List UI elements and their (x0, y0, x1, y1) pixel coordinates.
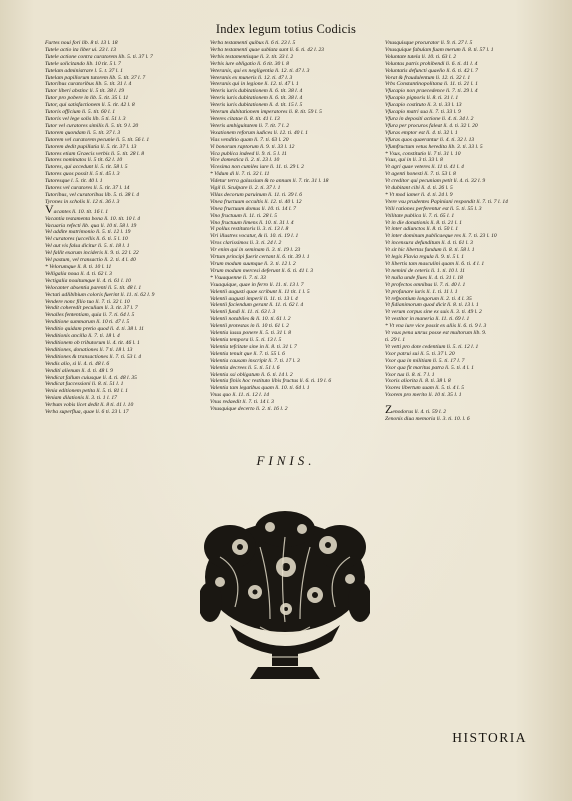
index-entry: Verba testamenti quae sublata sunt li. 6. ti. 42 l. 23 (210, 46, 325, 53)
index-entry: Vias venditio quam li. 7. ti. 63 l. 20 (210, 136, 289, 143)
index-entry: Vt nulla unde fiues li. 4. ti. 31 l. 18 (385, 274, 463, 281)
index-entry: Tutores quos possit li. 5 ti. 45 l. 3 (45, 171, 120, 178)
index-entry: Valentii augusti imperii li. 11. ti. 13 l. 4 (210, 295, 298, 302)
index-entry: Verbis iure obligatio li. 6 tit. 30 l. 8 (210, 60, 289, 67)
index-entry: Vsuaquique, quae in ferro li. 11. ti. 13 l. 7 (210, 281, 304, 288)
index-entry: Vectigalia nouitumque li. 4. ti. 61 l. 10 (45, 277, 131, 284)
index-entry: Valentii protestas in li. 10 ti. 61 l. 2 (210, 323, 289, 330)
index-entry: Vt creditor qui pecuniam petit li. 4. ti. 32 l. 9 (385, 178, 486, 185)
index-entry: Vendit coheredit peculium li. 3. tit. 37 l. 7 (45, 305, 138, 312)
index-entry: Vnus quo li. 11. ti. 12 l. 14 (210, 392, 270, 399)
index-entry: Tutorem vel curatorem pecunie li. 5. tit. 56 l. 1 (45, 136, 150, 143)
index-entry: Vnusquique fabulam fuam merum li. 8. ti. 57 l. 1 (385, 46, 494, 53)
index-entry: Tutores, qui accedunt li. 5. tit. 58 l. 5 (45, 164, 128, 171)
index-entry: Vxores libertum suam li. 5. ti. 4 l. 5 (385, 385, 465, 392)
index-entry: Veteris ambiguitatem li. 7. tit. 7 l. 2 (210, 122, 290, 129)
index-entry: Tyrones in scholis li. 12 ti. 36 l. 3 (45, 198, 120, 205)
index-entry: * Vsus, constitutio li. 7 ti. 31 l. 10 (385, 150, 461, 157)
index-entry: Zenonis diua memoria li. 3. ti. 10. l. 6 (385, 415, 470, 422)
index-entry: Vnusquisque procurator li. 9. ti. 27 l. 5 (385, 40, 473, 46)
index-entry: Tutele solicitando lib. 10 tit. 5 l. 7 (45, 60, 121, 67)
index-entry: Vica publica indeed li. 9. ti. 5 l. 11 (210, 150, 287, 157)
index-entry: Vendicat fallum cuiusque li. 4. ti. 48 l. 35 (45, 374, 137, 381)
index-entry: Tutoris officium li. 5. tit. 60 l. 1 (45, 109, 116, 116)
index-entry: Vt profectos omnibus li. 7. ti. 40 l. 1 (385, 281, 466, 288)
index-entry: Viros clarissimos li. 3. ti. 24 l. 2 (210, 240, 282, 247)
index-column-2 (210, 40, 382, 413)
index-entry: Vendis alio, si li. 4. ti. 48 l. 6 (45, 360, 110, 367)
index-entry: Tutores nominatos li. 5 tit. 62 l. 10 (45, 157, 123, 164)
index-entry: Vxoris aliorita li. 8. ti. 38 l. 8 (385, 378, 451, 385)
index-entry: Venia editionem petita li. 5. ti. 81 l. 1 (45, 388, 128, 395)
index-entry: Valentii faciendum gerant li. 11. ti. 62 l. 4 (210, 302, 304, 309)
index-entry: Tutoris vel lege solis lib. 5 ti. 51 l. 3 (45, 115, 126, 122)
index-entry: Valentia ssi obligatum li. 6. ti. 14 l. 2 (210, 371, 293, 378)
floral-vase-woodcut-icon (200, 507, 370, 687)
index-entry: Vt refpontium longorum li. 2. ti. 4 l. 35 (385, 295, 472, 302)
index-entry: Voluntatis defuncti quaelio li. 6. ti. 42 l. 7 (385, 67, 478, 74)
index-entry: Tutele actione contra curatorem lib. 5. ti. 37 l. 7 (45, 53, 153, 60)
index-entry: Tutor liberi abstinc li. 5 tit. 38 l. 19 (45, 88, 125, 95)
index-entry: Tutores vel curatores li. 5. tit. 37 l. 14 (45, 185, 130, 192)
index-entry: Valentia causam inscripit li. 7. ti. 17 l. 3 (210, 357, 300, 364)
index-entry: Vorat & fraudulentum li. 12. ti. 32 l. 1 (385, 74, 471, 81)
index-entry: Venditi alienum li. 4. ti. 48 l. 9 (45, 367, 113, 374)
index-entry: Vtili rationes perferentur est li. 5. ti. 55 l. 3 (385, 205, 482, 212)
index-entry: Veteranis, qui ex negligentia li. 12. ti. 47 l. 3 (210, 67, 310, 74)
index-entry: Vt inter dominum publicaeque res li. 7. ti. 23 l. 10 (385, 233, 497, 240)
index-entry: Tutorem dedit pupillatia li. 5. tit. 37 l. 13 (45, 143, 137, 150)
index-entry: Vino fructuum li. 11. ti. 28 l. 5 (210, 212, 278, 219)
index-entry: Valentii notabiles & li. 10. ti. 61 l. 2 (210, 316, 291, 323)
index-column-1 (45, 40, 200, 416)
index-entry: Venditiones & transactiones li. 7. ti. 53 l. 4 (45, 353, 142, 360)
index-entry: * Vt vna iure vice possit ex aliis li. 6. ti. 9 l. 3 (385, 323, 487, 330)
index-entry: Velocanter absentia parenti li. 5. tit. 48 l. 1 (45, 284, 142, 291)
index-entry: Voluntate tutela li. 10. ti. 63 l. 2 (385, 53, 457, 60)
finis-text: FINIS. (256, 453, 316, 468)
index-entry: Vt fidianimorum quod dicit li. 8. ti. 13 l. 1 (385, 302, 479, 309)
index-entry: Voluntas patris prohibendi li. 6. ti. 41 l. 4 (385, 60, 478, 67)
index-entry: Vt nemini de ceteris li. 1. ti. 10 l. 11 (385, 267, 465, 274)
index-entry: Valentia tenuit que li. 7. ti. 55 l. 6 (210, 350, 285, 357)
index-entry: Vi bonorum raptorum li. 9. ti. 33 l. 12 (210, 143, 295, 150)
index-entry: Vt inter adiunctos li. 8. ti. 50 l. 1 (385, 226, 459, 233)
index-entry: Vfucapio matri sua li. 7. ti. 33 l. 9 (385, 109, 461, 116)
index-entry: Virtum principi fuerit certant li. 6. tit. 39 l. 1 (210, 254, 310, 261)
index-entry: Vinea fructuum domus li. 10. ti. 14 l. 7 (210, 205, 296, 212)
index-entry: Tutores etiam Graecis verbis li. 5. tit. 28 l. 8 (45, 150, 145, 157)
index-entry: Vexationem reforum iudices li. 12. ti. 40 l. 1 (210, 129, 308, 136)
index-entry: Vxor qua in militiam li. 5. ti. 17 l. 7 (385, 357, 465, 364)
index-entry: Viri illustres vocatur, & li. 10. ti. 19 l. 1 (210, 233, 299, 240)
catchword: HISTORIA (452, 730, 527, 745)
index-entry: Veteris iuris dubitationem li. 4. tit. 15 l. 5 (210, 102, 303, 109)
index-entry: Venalles fententiam, quia li. 7. ti. 64 l. 5 (45, 312, 135, 319)
index-entry: Vfuras quos quaerantur li. 4. ti. 32 l. 13 (385, 136, 475, 143)
index-entry: Tutoribus, vel curatoribus lib. 5. ti. 38 l. 4 (45, 191, 140, 198)
index-entry: * Velorumque li. 8. ti. 10 l. 11 (45, 264, 112, 270)
index-entry: Vfucapio costituto li. 3. ti. 33 l. 13 (385, 102, 462, 109)
index-entry: Vfumfructum vetus heredita lib. 3. ti. 33 l. 5 (385, 143, 483, 150)
index-entry: Valentii augusti quae scribunt li. 11 tit. 1 l. 5 (210, 288, 310, 295)
index-entry: Vnusquique decerto li. 2. ti. 16 l. 2 (210, 406, 288, 413)
index-entry: Veteris iuris dubitationem li. 6. tit. 38 l. 4 (210, 88, 303, 95)
index-entry: Furtes noui fori lib. 8 ti. 13 l. 18 (45, 40, 118, 46)
index-entry: Vectati adlibibium coloris fuerint li. 11. ti. 62 l. 9 (45, 291, 155, 298)
index-column-3 (385, 40, 550, 423)
index-entry: Vi pollus restitutoris li. 3. ti. 13 l. 8 (210, 226, 289, 233)
index-entry: Tutelam administrare l. 5. t. 37 l. 1 (45, 67, 123, 74)
index-entry: Valentii fundi li. 11. ti. 63 l. 3 (210, 309, 276, 316)
index-entry: Vt in die donationis li. 8. ti. 21 l. 1 (385, 219, 462, 226)
index-entry: Vinea fructuum occultis li. 12. ti. 40 l. 12 (210, 198, 302, 205)
index-entry: ti. 29 l. 1 (385, 336, 406, 343)
index-entry: Zenodorus li. 4. ti. 59 l. 2 (385, 402, 447, 417)
index-entry: Veteranis ex muneris li. 12. ti. 47 l. 3 (210, 74, 293, 81)
index-entry: Tutelam papillorum tutorem lib. 5. tit. 37 l. 7 (45, 74, 146, 81)
index-entry: Vir enim qui in seminam li. 3. ti. 19 l. 23 (210, 247, 301, 254)
index-entry: Venditionis ancilla li. 7. ti. 18 l. 4 (45, 333, 120, 340)
index-entry: Veteris iuris dubitationem li. 6. tit. 38 l. 4 (210, 95, 303, 102)
running-header: Index legum totius Codicis (215, 22, 357, 36)
index-entry: Veteranis qui in legione li. 12. ti. 47 l. 1 (210, 81, 299, 88)
index-entry: Vel pastum, vel transactio li. 2. ti. 4 l. 40 (45, 257, 136, 264)
index-entry: Verbum vobis licet dedit li. 8 ti. 41 l. 10 (45, 402, 134, 409)
index-entry: Vfucapio non praecedence li. 7. ti. 29 l. 4 (385, 88, 478, 95)
index-entry: Veteres citatae li. 8. tit. 41 l. 13 (210, 115, 280, 122)
index-entry: Vfura in depositi actione li. 4. ti. 34 l. 2 (385, 115, 474, 122)
index-entry: Vt vetti pro dote cedentium li. 5. ti. 12 l. 1 (385, 343, 479, 350)
index-entry: Vigil li. Sculpare li. 2. ti. 37 l. 1 (210, 185, 281, 192)
index-entry: Venditionem ob tributorum li. 4. tit. 46 l. 1 (45, 339, 140, 346)
index-entry: Vsus, qui in li. 3 ti. 33 l. 8 (385, 157, 443, 164)
index-entry: Vacuaria refecti lib. qua li. 10 ti. 58 l. 19 (45, 222, 137, 229)
index-entry: Veterum dubitationem imperatores li. 8. tit. 59 l. 5 (210, 109, 322, 116)
index-entry: Vtere vsu prudentes Papiniani respondit li. 7. ti. 7 l. 14 (385, 198, 508, 205)
index-entry: Vfuras emptor est li. 4. ti. 32 l. 1 (385, 129, 458, 136)
index-entry: Veniam dilationis li. 3. ti. 1 l. 17 (45, 395, 117, 402)
index-entry: Tutor vel curatores similis li. 5. tit. 9 l. 20 (45, 122, 139, 129)
index-entry: Tutorem quondam li. 5. tit. 37 l. 3 (45, 129, 121, 136)
index-entry: * Vsuaquenne li. 7. ti. 33 (210, 274, 266, 281)
index-entry: Vt dubitant cibi li. 4. ti. 26 l. 5 (385, 185, 453, 192)
index-entry: Valentia tefcitate sine in li. 8. ti. 31 l. 7 (210, 343, 297, 350)
index-entry (385, 399, 550, 406)
index-entry: Venditiones, donationes li. 7 ti. 18 l. 13 (45, 346, 133, 353)
index-entry: Valentia finiis hoc restituto libis fructus li. 6. ti. 19 l. 6 (210, 378, 332, 385)
index-entry: Vt agri quae veteres li. 11 ti. 41 l. 4 (385, 164, 464, 171)
index-entry: Valentia tempora li. 5. ti. 13 l. 5 (210, 336, 282, 343)
index-entry: Tutoribus curatoribus lib. 5. tit. 31 l. 4 (45, 81, 132, 88)
index-entry: Vt agenti honesti li. 7. ti. 53 l. 8 (385, 171, 456, 178)
index-entry: Vendicat fuccessioni li. 8. ti. 51 l. 1 (45, 381, 124, 388)
index-entry: Vt vestitor in maneria li. 11. ti. 69 l. 1 (385, 316, 470, 323)
index-entry: Vt legis Flavia regula li. 9. ti. 5 l. 1 (385, 254, 464, 261)
index-entry: Vel addite matrimonio li. 5. ti. 12 l. 19 (45, 229, 131, 236)
index-entry: Vt profanare iuris li. 1. ti. 11 l. 1 (385, 288, 458, 295)
index-entry: Venditio quidam pretio quod li. 4. ti. 38 l. 11 (45, 326, 144, 333)
index-entry: Virum modum mercesi deferunt li. 6. ti. 41 l. 3 (210, 267, 314, 274)
index-entry: Vxor qua fit maritus patra li. 5. ti. 4 l. 1 (385, 364, 474, 371)
index-entry: Vt incensura defunditum li. 4. ti. 61 l. 3 (385, 240, 473, 247)
index-entry: Vt sit hic libertas fundum li. 8. ti. 58 l. 1 (385, 247, 475, 254)
index-entry: Verbis testamentisque li. 3. tit. 33 l. 2 (210, 53, 294, 60)
index-entry: Vt vsus pena unrus posse est multorum lib. 9. (385, 330, 487, 337)
index-entry: Valentia iussu ponere li. 5. ti. 31 l. 8 (210, 330, 291, 337)
index-entry: Vtilitate publica li. 7. ti. 65 l. 1 (385, 212, 455, 219)
index-entry: Valentia decrees li. 5. ti. 51 l. 6 (210, 364, 280, 371)
index-entry: Vnus redaedit li. 7. ti. 14 l. 3 (210, 399, 274, 406)
index-entry: Velligalia noua li. 4. ti. 62 l. 3 (45, 270, 112, 277)
index-entry: Verba testamenti quibus li. 6 ti. 23 l. 5 (210, 40, 296, 46)
index-entry: Virum modum suumque li. 3. ti. 12 l. 2 (210, 261, 296, 267)
index-entry: Vxor tua li. 8. ti. 7 l. 1 (385, 371, 435, 378)
index-entry: Vel fallit exarum incideris li. 9. ti. 22 l. 22 (45, 250, 139, 257)
index-entry: Vt libertis tam masculini quam li. 6. ti. 4 l. 1 (385, 261, 485, 267)
index-entry: Tutoresque l. 5. tit. 40 l. 1 (45, 178, 103, 185)
index-entry: Tutor, qui satisfactionem li. 5. tit. 42 l. 8 (45, 102, 135, 109)
index-entry: Vacantes li. 10. tit. 16 l. 1 (45, 201, 109, 216)
index-entry: Valentia tam legatibus quam li. 10. ti. 64 l. 1 (210, 385, 310, 392)
index-entry: * Vt mod iamer li. 4. ti. 24 l. 9 (385, 191, 453, 198)
index-entry: Venditione summarum li. 10 ti. 47 l. 5 (45, 319, 130, 326)
index-entry: Videtur terra galassium & to annum li. 7. tit. 31 l. 18 (210, 178, 329, 185)
index-entry: Villas decorum paruinum li. 11. ti. 39 l. 6 (210, 191, 303, 198)
index-entry: Tutor pro pobere in lib. 5. tit. 35 l. 11 (45, 95, 129, 102)
index-entry: Vel curatores (uccellis li. 6. ti. 5 l. 10 (45, 236, 128, 243)
index-entry: Vxorem pro merito li. 10 ti. 35 l. 1 (385, 392, 462, 399)
index-entry: Vt verum corpus sine ex suis li. 3. ti. 49 l. 2 (385, 309, 482, 316)
index-entry: Vendere nonc filio tuo li. 7. ti. 32 l. 10 (45, 298, 130, 305)
index-entry: Vfucapio pignoris li. 8. ti. 31 l. 1 (385, 95, 459, 102)
index-entry: Vacantia testamenta bona li. 10. tit. 10 l. 4 (45, 215, 141, 222)
index-entry: * Vidum di li. 7. ti. 32 l. 11 (210, 171, 270, 178)
index-entry: Vfura per procuros faleat li. 4. ti. 32 l. 20 (385, 122, 478, 129)
index-entry: Vicesima non cumiles iure li. 11. ti. 29 l. 2 (210, 164, 304, 171)
index-entry: Vel aut vis falsa dicitur li. 5. ti. 18 l. 1 (45, 243, 130, 250)
index-entry: Vino fructuum limens li. 10. ti. 31 l. 4 (210, 219, 294, 226)
index-entry: Verba superflua, quae li. 6 ti. 23 l. 17 (45, 409, 129, 416)
index-entry: Vxor patrui sui li. 5. ti. 37 l. 20 (385, 350, 455, 357)
index-entry: Vice domestica li. 2. ti. 23 l. 10 (210, 157, 280, 164)
index-entry: Tutele actio ita liber ui. 23 l. 13 (45, 46, 117, 53)
index-entry: Vrbs Constantinopolitana li. 11. ti. 21 l. 1 (385, 81, 478, 88)
